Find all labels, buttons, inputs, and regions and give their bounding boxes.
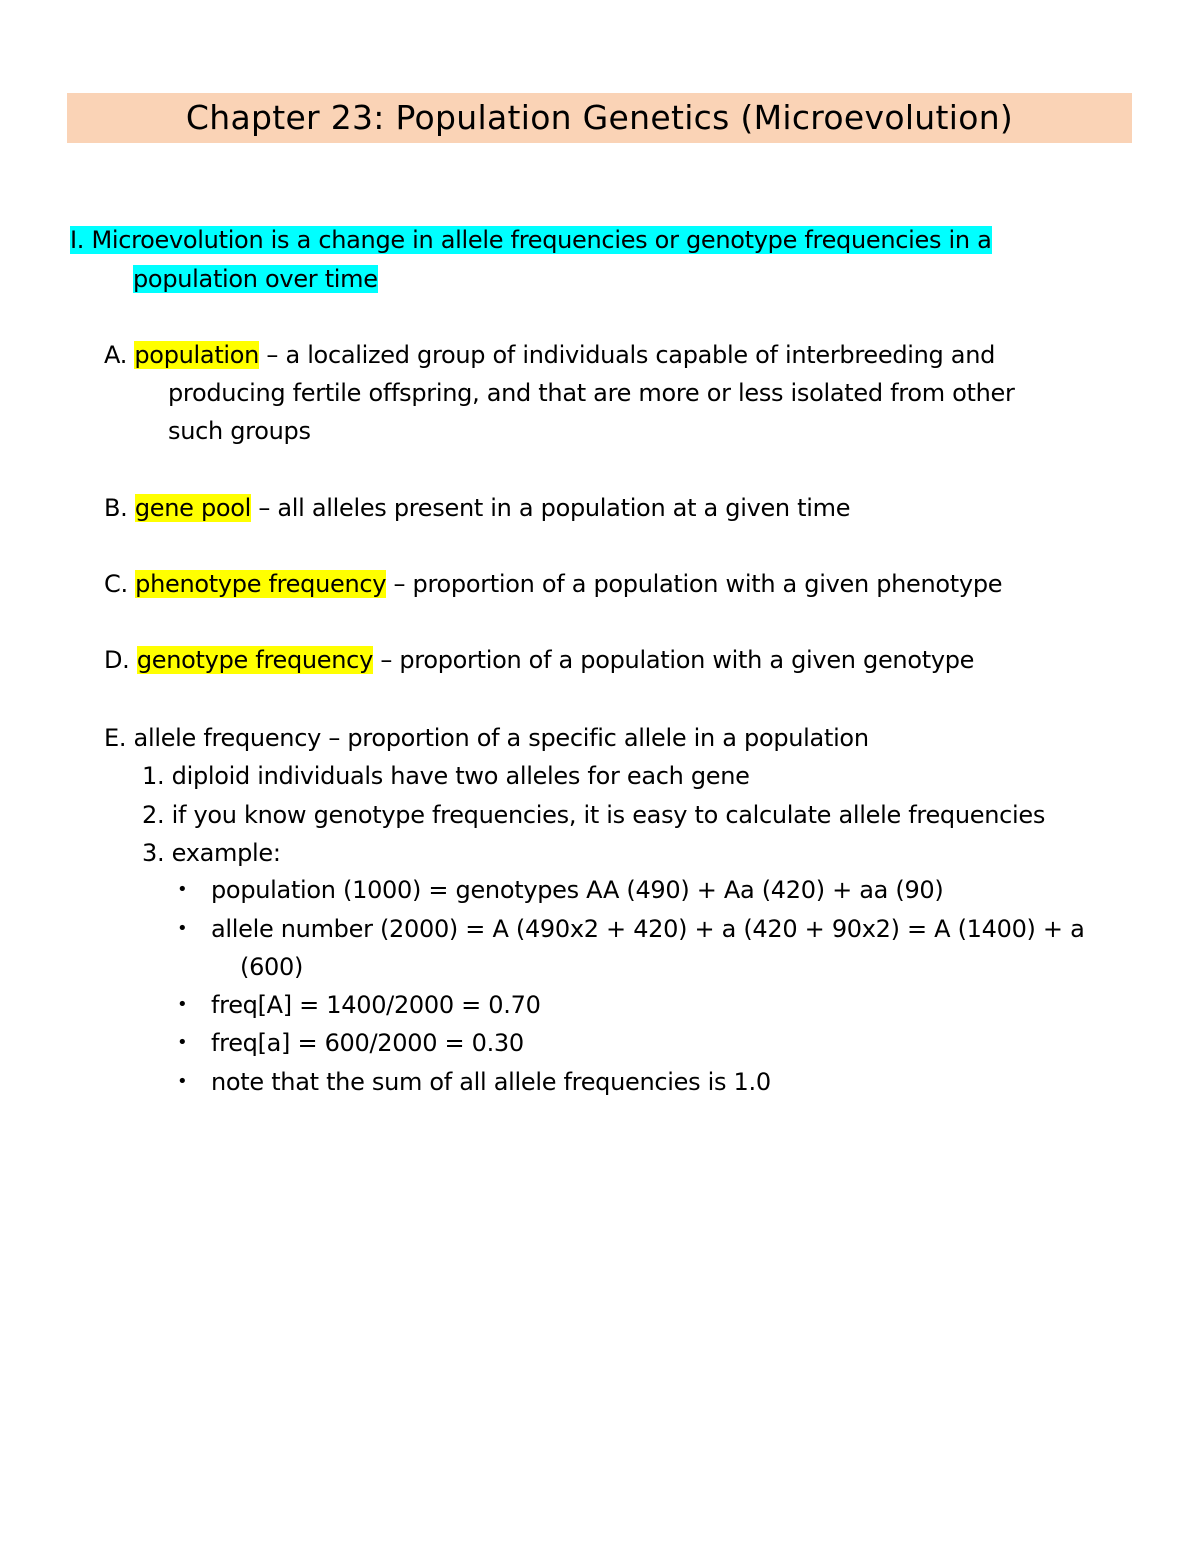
bullet-icon: • xyxy=(177,879,188,900)
item-a-def-line3: such groups xyxy=(168,417,311,445)
sub-item-3-text: example: xyxy=(171,839,281,867)
item-c-term: phenotype frequency xyxy=(135,570,387,598)
section-i-line2 xyxy=(133,261,378,297)
bullet-icon: • xyxy=(177,918,188,939)
item-b-marker: B. xyxy=(104,494,128,522)
sub-item-3-marker: 3. xyxy=(142,839,165,867)
item-b-term: gene pool xyxy=(134,494,252,522)
sub-item-2 xyxy=(142,797,1045,833)
sub-item-2-text: if you know genotype frequencies, it is easy to calculate allele frequencies xyxy=(171,801,1046,829)
sub-item-1 xyxy=(142,758,750,794)
bullet-1-text: population (1000) = genotypes AA (490) + Aa (420) + aa (90) xyxy=(211,876,944,904)
item-e-marker: E. xyxy=(104,724,127,752)
item-c-line xyxy=(104,566,1002,602)
title-banner xyxy=(67,93,1132,143)
bullet-icon: • xyxy=(177,994,188,1015)
item-c-def: – proportion of a population with a given phenotype xyxy=(386,570,1003,598)
bullet-5-text: note that the sum of all allele frequencies is 1.0 xyxy=(211,1068,771,1096)
sub-item-1-marker: 1. xyxy=(142,762,165,790)
bullet-3-text: freq[A] = 1400/2000 = 0.70 xyxy=(211,991,541,1019)
item-e-text: allele frequency – proportion of a specific allele in a population xyxy=(133,724,869,752)
item-a-line1 xyxy=(104,337,995,373)
item-a-def-line2: producing fertile offspring, and that are more or less isolated from other xyxy=(168,379,1015,407)
sub-item-2-marker: 2. xyxy=(142,801,165,829)
page-title: Chapter 23: Population Genetics (Microevolution) xyxy=(185,98,1014,137)
item-b-def: – all alleles present in a population at a given time xyxy=(251,494,851,522)
item-e-line xyxy=(104,720,869,756)
item-a-term: population xyxy=(134,341,260,369)
item-a-def-line1: – a localized group of individuals capable of interbreeding and xyxy=(259,341,996,369)
bullet-icon: • xyxy=(177,1071,188,1092)
bullet-icon: • xyxy=(177,1032,188,1053)
item-d-marker: D. xyxy=(104,646,130,674)
item-a-marker: A. xyxy=(104,341,128,369)
section-i-marker: I. xyxy=(70,226,85,254)
sub-item-3 xyxy=(142,835,281,871)
item-d-line xyxy=(104,642,974,678)
sub-item-1-text: diploid individuals have two alleles for each gene xyxy=(171,762,750,790)
section-i-line1 xyxy=(70,222,992,258)
bullet-2-text-line1: allele number (2000) = A (490x2 + 420) + a (420 + 90x2) = A (1400) + a xyxy=(211,915,1085,943)
item-d-term: genotype frequency xyxy=(136,646,373,674)
item-c-marker: C. xyxy=(104,570,128,598)
section-i-text-line2: population over time xyxy=(133,265,378,293)
bullet-4-text: freq[a] = 600/2000 = 0.30 xyxy=(211,1029,524,1057)
item-b-line xyxy=(104,490,850,526)
section-i-text-line1: Microevolution is a change in allele frequencies or genotype frequencies in a xyxy=(91,226,992,254)
bullet-2-text-line2: (600) xyxy=(240,953,304,981)
item-d-def: – proportion of a population with a given genotype xyxy=(372,646,975,674)
section-i-highlight xyxy=(70,226,992,254)
